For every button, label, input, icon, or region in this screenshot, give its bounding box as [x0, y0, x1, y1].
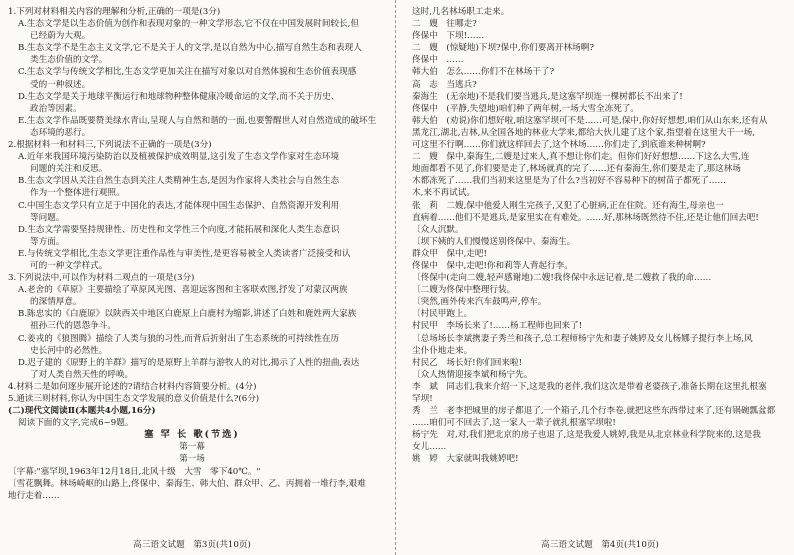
script-line: 高 志 当逃兵? — [412, 79, 477, 90]
q1-option-a-cont: 已经蔚为大观。 — [30, 31, 91, 42]
script-line: 〔突然,画外传来汽车鼓鸣声,停车。 — [412, 297, 547, 308]
q2-option-e-cont: 可的一种文学样式。 — [30, 260, 108, 271]
script-line: 佟保中 …… — [412, 55, 464, 66]
passage-title: 塞 罕 长 歌(节选) — [144, 429, 240, 441]
script-line: 佟保中 (平静,失望地)咱们种了两年树,一场大雪全冻死了。 — [412, 103, 640, 114]
script-line: 韩大伯 (劝说)你们想好啦,咱这塞罕坝可不是……可是,保中,你好好想想,咱们从山东来,还有从 — [412, 115, 768, 126]
script-line: 〔众人沉默。 — [412, 224, 464, 235]
script-line: 群众甲 保中,走吧! — [412, 248, 487, 259]
q2-option-a-cont: 问题的关注和反思。 — [30, 164, 108, 175]
script-line: 木都冻死了……我们当初来这里是为了什么?当初好不容易种下的树苗子都死了…… — [412, 176, 726, 187]
script-line: 直病着……他们不是逃兵,是家里实在有难处。……好,那林场既然待不住,还是让他们回去吧! — [412, 212, 759, 223]
q1-option-d: D.生态文学是关于地球平衡运行和地球物种整体健康冷暖命运的文学,而不关于历史、 — [18, 91, 340, 102]
q1-stem: 1.下列对材料相关内容的理解和分析,正确的一项是(3分) — [8, 7, 221, 17]
script-line: 〔二嫂为佟保中整理行装。 — [412, 285, 516, 296]
script-line: 尘仆仆地走来。 — [412, 345, 473, 356]
q1-option-e: E.生态文学作品既要赞美绿水青山,呈现人与自然和谐的一面,也要警醒世人对自然造成的破坏生 — [18, 115, 376, 126]
script-line: 村民甲 李场长来了!……杨工程师也回来了! — [412, 321, 583, 332]
q2-option-a: A.近年来我国环境污染防治以及植被保护成效明显,这引发了生态文学作家对生态环境 — [18, 152, 340, 163]
q2-option-d-cont: 等方面。 — [30, 236, 65, 247]
script-line: 黑龙江,湖北,吉林,从全国各地的林业大学来,都给大伙儿建了这个家,指望着在这里大干一场, — [412, 127, 755, 138]
q3-option-b: B.陈忠实的《白鹿原》以陕西关中地区白鹿原上白鹿村为缩影,讲述了白姓和鹿姓两大家族 — [18, 309, 357, 320]
q1-option-b-cont: 类生态价值的文学。 — [30, 55, 108, 66]
q2-option-c-cont: 等问题。 — [30, 212, 65, 223]
act-heading: 第一幕 — [179, 442, 205, 453]
q1-option-d-cont: 政治等因素。 — [30, 103, 82, 114]
script-line: 秀 兰 老李把城里的房子都退了,一个箱子,几个行李卷,就把这些东西带过来了,还有锅碗瓢盆都 — [412, 406, 776, 417]
script-line: 女儿…… — [412, 442, 447, 453]
script-line: 姚 婷 大家就叫我姚婷吧! — [412, 454, 519, 465]
script-line: 可这里不行啊……你们就这样回去了,这个林场……你们走了,到底谁来种树啊? — [412, 140, 706, 151]
q1-option-b: B.生态文学不是生态主义文学,它不是关于人的文学,是以自然为中心,描写自然生态和表现人 — [18, 43, 362, 54]
script-line: 〔众人热情迎接李斌和杨宁先。 — [412, 369, 533, 380]
q1-option-e-cont: 态环境的恶行。 — [30, 127, 91, 138]
script-line: 李 斌 同志们,我来介绍一下,这是我的老伴,我们这次是带着老婆孩子,准备长期在这里扎根塞 — [412, 381, 767, 392]
q1-option-c: C.生态文学与传统文学相比,生态文学更加关注在描写对象以对自然体貌和生态价值表现感 — [18, 67, 357, 78]
q3-stem: 3.下列说法中,可以作为材料二观点的一项是(3分) — [8, 273, 195, 284]
script-line: 村民乙 场长好!你们回来啦! — [412, 357, 523, 368]
q2-option-b: B.生态文学因从关注自然生态到关注人类精神生态,是因为作家将人类社会与自然生态 — [18, 176, 340, 187]
script-line: ……咱们可不回去了,这一家人一辈子就扎根塞罕坝啦! — [412, 418, 616, 429]
caption-line: 〔字幕:"塞罕坝,1963年12月18日,北风十级 大雪 零下40℃。" — [8, 466, 261, 477]
q4-stem: 4.材料二是如何逐步展开论述的?请结合材料内容简要分析。(4分) — [8, 381, 257, 392]
q1-option-a: A.生态文学是以生态价值为创作和表现对象的一种文学形态,它不仅在中国发展时间较长,但 — [18, 19, 359, 30]
q2-option-d: D.生态文学需要坚持规律性、历史性和文学性三个向度,才能拓展和深化人类生态意识 — [18, 224, 340, 235]
script-line: 佟保中 下坝!…… — [412, 31, 485, 42]
stage-direction-cont: 地行走着…… — [8, 490, 60, 501]
script-line: 这时,几名林场职工走来。 — [412, 7, 510, 17]
q2-option-e: E.与传统文学相比,生态文学更注重作品性与审美性,是更容易被全人类读者广泛接受和认 — [18, 248, 351, 259]
q2-option-c: C.中国生态文学只有立足于中国化的表达,才能体现中国生态保护、自然资源开发利用 — [18, 200, 340, 211]
script-line: 〔坝下姨的人们慢慢送别佟保中、秦海生。 — [412, 236, 576, 247]
q3-option-b-cont: 祖孙三代的恩怨争斗。 — [30, 321, 116, 332]
script-line: 〔佟保中(走向二嫂,轻声感谢地)二嫂!我佟保中永远记着,是二嫂救了我的命…… — [412, 273, 712, 284]
reading-instruction: 阅读下面的文字,完成6~9题。 — [18, 418, 134, 429]
q2-option-b-cont: 作为一个整体进行观照。 — [30, 188, 125, 199]
page-footer-left: 高三语文试题 第3页(共10页) — [133, 540, 251, 550]
script-line: 〔村民甲跑上。 — [412, 309, 473, 320]
page-divider — [395, 0, 397, 555]
script-line: 秦海生 (无奈地)不是我们要当逃兵,是这塞罕坝连一棵树都长不出来了! — [412, 91, 683, 102]
script-line: 二 嫂 往哪走? — [412, 19, 477, 30]
section-heading: (二)现代文阅读Ⅱ(本题共4小题,16分) — [8, 406, 156, 417]
script-line: 佟保中 保中,走吧!你和莉等人背起行李。 — [412, 260, 573, 271]
q2-stem: 2.根据材料一和材料三,下列说法不正确的一项是(3分) — [8, 140, 212, 151]
page-footer-right: 高三语文试题 第4页(共10页) — [541, 540, 659, 550]
q3-option-d-cont: 了对人类自然天性的呼唤。 — [30, 369, 134, 380]
script-line: 木,来不再试试。 — [412, 188, 475, 199]
script-line: 张 莉 二嫂,保中他爱人刚生完孩子,又犯了心脏病,正在住院。还有海生,母亲也一 — [412, 200, 724, 211]
q3-option-c-cont: 史长河中的必然性。 — [30, 345, 108, 356]
script-line: 〔总场场长李斌携妻子秀兰和孩子,总工程师杨宁先和妻子姚婷及女儿杨娜子提行李上场,风 — [412, 333, 753, 344]
script-line: 二 嫂 (惊疑地)下坝?保中,你们要离开林场啊? — [412, 43, 594, 54]
q5-stem: 5.通读三则材料,你认为中国生态文学发展的意义价值是什么?(6分) — [8, 394, 260, 404]
q3-option-a-cont: 的深情厚意。 — [30, 297, 82, 308]
scene-heading: 第一场 — [179, 454, 205, 465]
q3-option-a: A.老舍的《草原》主要描绘了草原风光图、喜迎远客图和主客联欢图,抒发了对蒙汉两族 — [18, 285, 348, 296]
script-line: 二 嫂 保中,秦海生,二嫂是过来人,真不想让你们走。但你们好好想想……下这么大雪,连 — [412, 152, 750, 163]
script-line: 地面都看不见了,你们要是走了,林场就真的完了……还有秦海生,你们要是走了,那这林场 — [412, 164, 741, 175]
q1-option-c-cont: 受的一种叙述。 — [30, 79, 91, 90]
q3-option-c: C.姜戎的《狼图腾》描绘了人类与狼的习性,而背后折射出了生态系统的可持续性在历 — [18, 333, 340, 344]
q3-option-d: D.迟子建的《原野上的羊群》描写的是原野上羊群与游牧人的对比,揭示了人性的扭曲,表达 — [18, 357, 360, 368]
stage-direction: 〔雪花飘舞。林场崎岖的山路上,佟保中、秦海生、韩大伯、群众甲、乙、丙拥着一堆行李,艰难 — [8, 478, 366, 489]
script-line: 罕坝! — [412, 394, 433, 404]
script-line: 韩大伯 怎么……你们不在林场干了? — [412, 67, 555, 78]
left-page — [8, 6, 376, 502]
right-page — [412, 6, 788, 466]
script-line: 杨宁先 对,对,我们把北京的房子也退了,这是我爱人姚婷,我是从北京林业科学院来的,这是我 — [412, 430, 761, 441]
